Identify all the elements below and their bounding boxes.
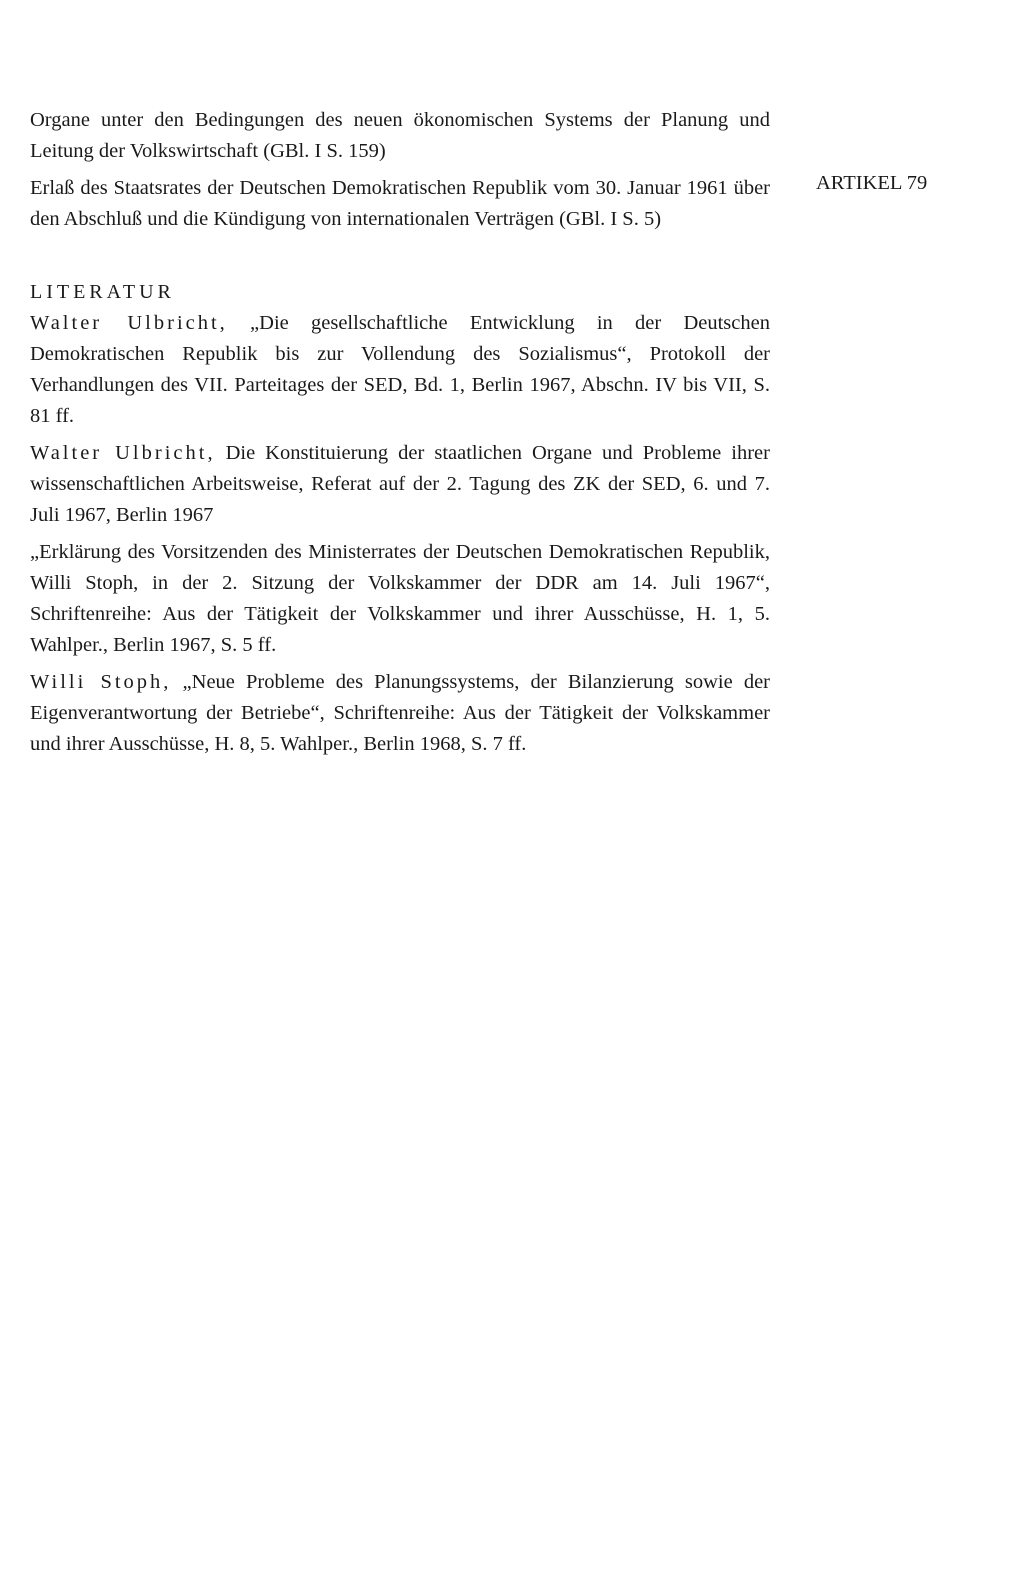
paragraph-erlass-staatsrates: Erlaß des Staatsrates der Deutschen Demokratischen Republik vom 30. Januar 1961 über den Abschluß und die Kündigung von internationalen Verträgen (GBl. I S. 5) — [30, 177, 770, 230]
literature-entry — [30, 537, 770, 661]
literature-entry — [30, 308, 770, 432]
literature-text: „Erklärung des Vorsitzenden des Ministerrates der Deutschen Demokratischen Republik, Willi Stoph, in der 2. Sitzung der Volkskammer der DDR am 14. Juli 1967“, Schriftenreihe: Aus der Tätigkeit der Volkskammer und ihrer Ausschüsse, H. 1, 5. Wahlper., Berlin 1967, S. 5 ff. — [30, 541, 770, 656]
section-gap — [30, 241, 770, 277]
main-text-column — [30, 105, 770, 766]
paragraph-organe: Organe unter den Bedingungen des neuen ökonomischen Systems der Planung und Leitung der Volkswirtschaft (GBl. I S. 159) — [30, 109, 770, 162]
literature-text: „Neue Probleme des Planungssystems, der Bilanzierung sowie der Eigenverantwortung der Betriebe“, Schriftenreihe: Aus der Tätigkeit der Volkskammer und ihrer Ausschüsse, H. 8, 5. Wahlper., Berlin 1968, S. 7 ff. — [30, 671, 770, 755]
literature-entry — [30, 667, 770, 760]
literature-author: Willi Stoph, — [30, 671, 172, 693]
literature-text: Die Konstituierung der staatlichen Organe und Probleme ihrer wissenschaftlichen Arbeitsweise, Referat auf der 2. Tagung des ZK der SED, 6. und 7. Juli 1967, Berlin 1967 — [30, 442, 770, 526]
literature-entry — [30, 438, 770, 531]
literature-author: Walter Ulbricht, — [30, 312, 228, 334]
article-margin-label: ARTIKEL 79 — [816, 172, 928, 194]
literature-author: Walter Ulbricht, — [30, 442, 216, 464]
literature-text: „Die gesellschaftliche Entwicklung in der Deutschen Demokratischen Republik bis zur Vollendung des Sozialismus“, Protokoll der Verhandlungen des VII. Parteitages der SED, Bd. 1, Berlin 1967, Abschn. IV bis VII, S. 81 ff. — [30, 312, 770, 427]
literature-heading: LITERATUR — [30, 281, 175, 303]
